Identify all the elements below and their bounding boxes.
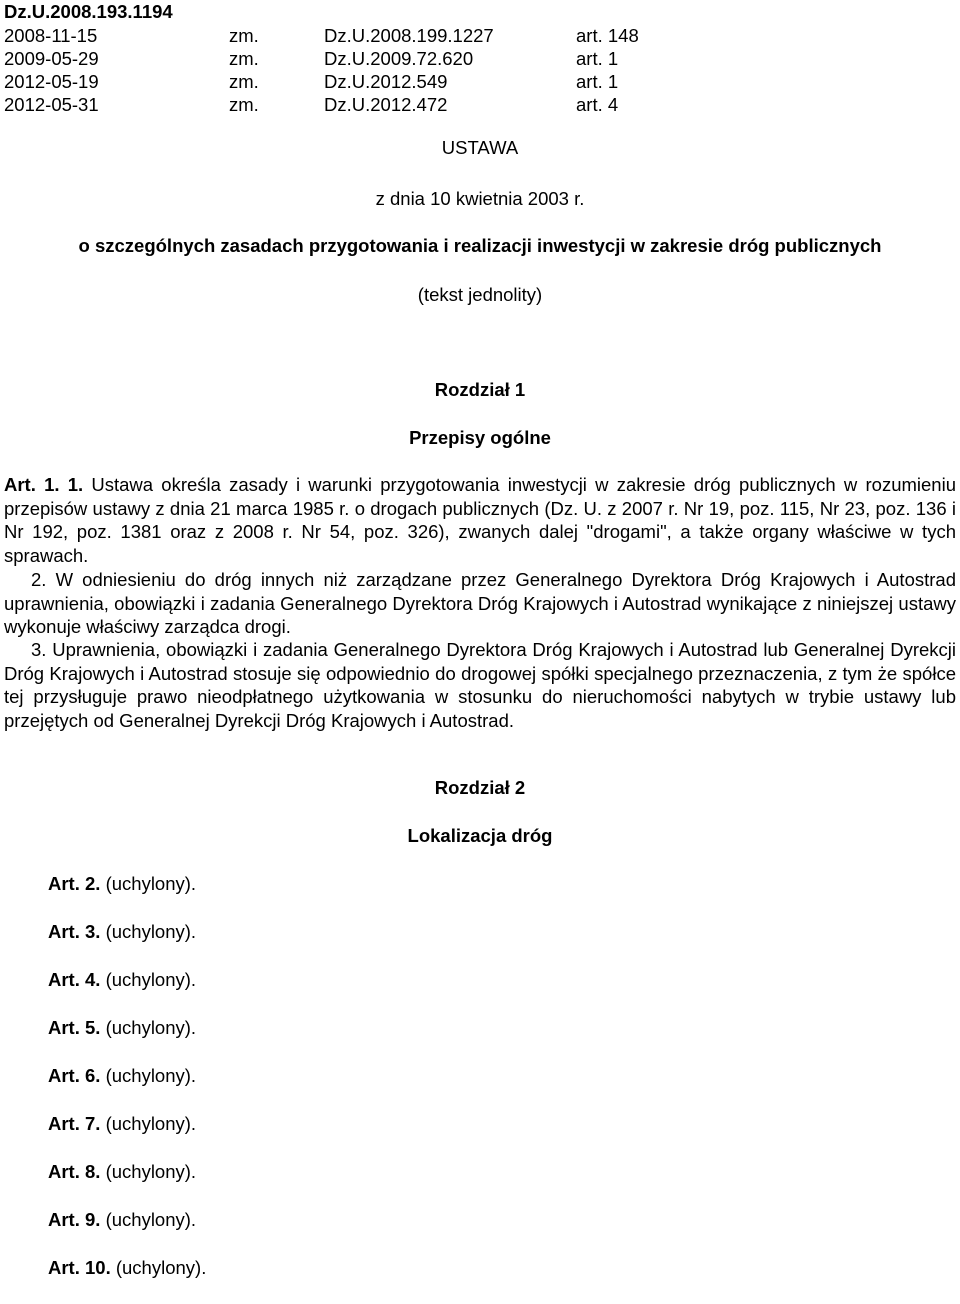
- amendment-date: 2012-05-19: [4, 71, 99, 92]
- article-text: (uchylony).: [100, 969, 197, 990]
- article-1-paragraph-2-text: W odniesieniu do dróg innych niż zarządzane przez Generalnego Dyrektora Dróg Krajowych i Autostrad uprawnienia, obowiązki i zadania Generalnego Dyrektora Dróg Krajowych i Autostrad wynikające z niniejszej ustawy wykonuje właściwy zarządca drogi.: [4, 569, 956, 637]
- paragraph-3-number: 3.: [31, 639, 47, 660]
- article-label: Art. 9.: [48, 1209, 101, 1230]
- amendment-article: art. 1: [576, 71, 619, 92]
- article-label: Art. 10.: [48, 1257, 111, 1278]
- paragraph-2-number: 2.: [31, 569, 47, 590]
- list-item: [48, 920, 206, 968]
- act-note: (tekst jednolity): [417, 284, 543, 305]
- article-1-paragraph-1: [4, 473, 956, 567]
- amendment-type: zm.: [229, 48, 259, 69]
- article-text: (uchylony).: [100, 921, 197, 942]
- list-item: [48, 1112, 206, 1160]
- chapter-1-number: Rozdział 1: [434, 379, 526, 400]
- article-1-paragraph-2: [4, 568, 956, 639]
- article-1-label: Art. 1. 1.: [4, 474, 84, 495]
- amendment-type: zm.: [229, 71, 259, 92]
- amendment-date: 2008-11-15: [4, 25, 98, 46]
- article-text: (uchylony).: [100, 1161, 197, 1182]
- amendment-article: art. 148: [576, 25, 639, 46]
- article-text: (uchylony).: [110, 1257, 207, 1278]
- article-1-paragraph-3: [4, 638, 956, 732]
- repealed-articles-list: [48, 872, 206, 1304]
- amendment-article: art. 4: [576, 94, 619, 115]
- amendment-reference: Dz.U.2008.199.1227: [324, 25, 494, 46]
- list-item: [48, 1208, 206, 1256]
- article-text: (uchylony).: [100, 1113, 197, 1134]
- list-item: [48, 1064, 206, 1112]
- amendment-date: 2009-05-29: [4, 48, 99, 69]
- article-label: Art. 3.: [48, 921, 101, 942]
- chapter-2-number: Rozdział 2: [434, 777, 526, 798]
- amendment-type: zm.: [229, 94, 259, 115]
- article-text: (uchylony).: [100, 1065, 197, 1086]
- article-text: (uchylony).: [100, 1017, 197, 1038]
- article-label: Art. 4.: [48, 969, 101, 990]
- amendment-reference: Dz.U.2012.549: [324, 71, 448, 92]
- article-label: Art. 5.: [48, 1017, 101, 1038]
- amendment-reference: Dz.U.2012.472: [324, 94, 448, 115]
- list-item: [48, 1016, 206, 1064]
- article-text: (uchylony).: [100, 1209, 197, 1230]
- article-text: (uchylony).: [100, 873, 197, 894]
- list-item: [48, 872, 206, 920]
- amendment-article: art. 1: [576, 48, 619, 69]
- amendment-type: zm.: [229, 25, 259, 46]
- list-item: [48, 1256, 206, 1304]
- article-1-paragraph-3-text: Uprawnienia, obowiązki i zadania Generalnego Dyrektora Dróg Krajowych i Autostrad lub Generalnej Dyrekcji Dróg Krajowych i Autostrad stosuje się odpowiednio do drogowej spółki specjalnego przeznaczenia, z tym że spółce tej przysługuje prawo nieodpłatnego użytkowania w stosunku do nieruchomości nabytych w trybie ustawy lub przejętych od Generalnej Dyrekcji Dróg Krajowych i Autostrad.: [4, 639, 956, 731]
- list-item: [48, 1160, 206, 1208]
- chapter-1-title: Przepisy ogólne: [409, 427, 551, 448]
- article-label: Art. 8.: [48, 1161, 101, 1182]
- article-label: Art. 6.: [48, 1065, 101, 1086]
- article-1-paragraph-1-text: Ustawa określa zasady i warunki przygotowania inwestycji w zakresie dróg publicznych w rozumieniu przepisów ustawy z dnia 21 marca 1985 r. o drogach publicznych (Dz. U. z 2007 r. Nr 19, poz. 115, Nr 23, poz. 136 i Nr 192, poz. 1381 oraz z 2008 r. Nr 54, poz. 326), zwanych dalej "drogami", a także organy właściwe w tych sprawach.: [4, 474, 956, 566]
- act-date: z dnia 10 kwietnia 2003 r.: [375, 188, 585, 209]
- chapter-2-title: Lokalizacja dróg: [407, 825, 553, 846]
- list-item: [48, 968, 206, 1016]
- article-label: Art. 2.: [48, 873, 101, 894]
- amendment-date: 2012-05-31: [4, 94, 99, 115]
- act-title: USTAWA: [441, 137, 519, 158]
- amendment-reference: Dz.U.2009.72.620: [324, 48, 474, 69]
- act-subject: o szczególnych zasadach przygotowania i realizacji inwestycji w zakresie dróg publicznych: [78, 235, 882, 256]
- document-id: Dz.U.2008.193.1194: [4, 1, 173, 22]
- article-label: Art. 7.: [48, 1113, 101, 1134]
